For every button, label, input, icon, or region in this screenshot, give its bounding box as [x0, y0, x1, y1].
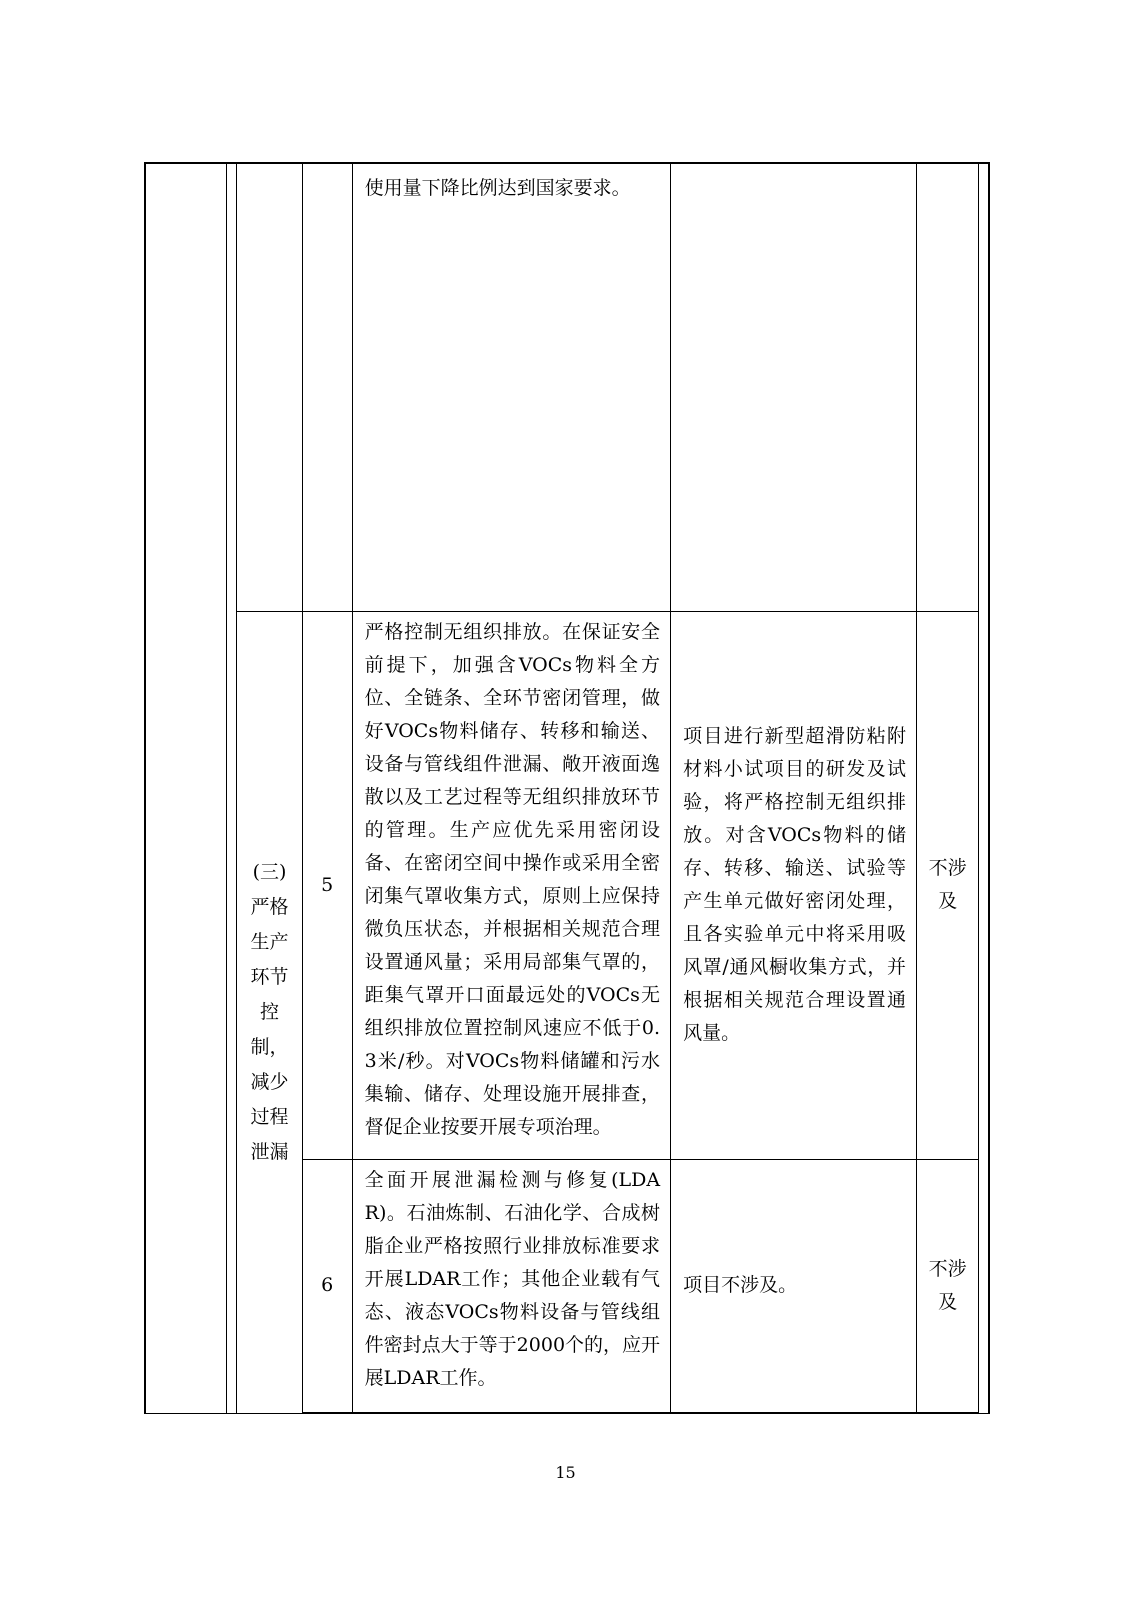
table-row	[145, 163, 989, 611]
outer-spacer-cell	[227, 163, 237, 1413]
requirement-text: 严格控制无组织排放。在保证安全前提下，加强含VOCs物料全方位、全链条、全环节密闭管理，做好VOCs物料储存、转移和输送、设备与管线组件泄漏、敞开液面逸散以及工艺过程等无组织排放环节的管理。生产应优先采用密闭设备、在密闭空间中操作或采用全密闭集气罩收集方式，原则上应保持微负压状态，并根据相关规范合理设置通风量；采用局部集气罩的，距集气罩开口面最远处的VOCs无组织排放位置控制风速应不低于0.3米/秒。对VOCs物料储罐和污水集输、储存、处理设施开展排查，督促企业按要开展专项治理。	[352, 611, 670, 1159]
category-cell	[237, 163, 302, 611]
measure-text	[671, 163, 917, 611]
category-cell: (三)严格生产环节控制，减少过程泄漏	[237, 611, 302, 1413]
right-spacer-cell	[979, 163, 989, 1413]
item-number: 6	[302, 1159, 352, 1413]
applicability-text: 不涉及	[917, 1159, 979, 1413]
applicability-text	[917, 163, 979, 611]
applicability-text: 不涉及	[917, 611, 979, 1159]
item-number: 5	[302, 611, 352, 1159]
measure-text: 项目进行新型超滑防粘附材料小试项目的研发及试验，将严格控制无组织排放。对含VOCs物料的储存、转移、输送、试验等产生单元做好密闭处理，且各实验单元中将采用吸风罩/通风橱收集方式，并根据相关规范合理设置通风量。	[671, 611, 917, 1159]
requirement-text: 使用量下降比例达到国家要求。	[352, 163, 670, 611]
requirement-text: 全面开展泄漏检测与修复(LDAR)。石油炼制、石油化学、合成树脂企业严格按照行业排放标准要求开展LDAR工作；其他企业载有气态、液态VOCs物料设备与管线组件密封点大于等于2000个的，应开展LDAR工作。	[352, 1159, 670, 1413]
item-number	[302, 163, 352, 611]
measure-text: 项目不涉及。	[671, 1159, 917, 1413]
outer-blank-cell	[145, 163, 227, 1413]
page-number: 15	[555, 1463, 576, 1482]
table-row	[145, 611, 989, 1159]
requirements-table	[144, 162, 990, 1414]
